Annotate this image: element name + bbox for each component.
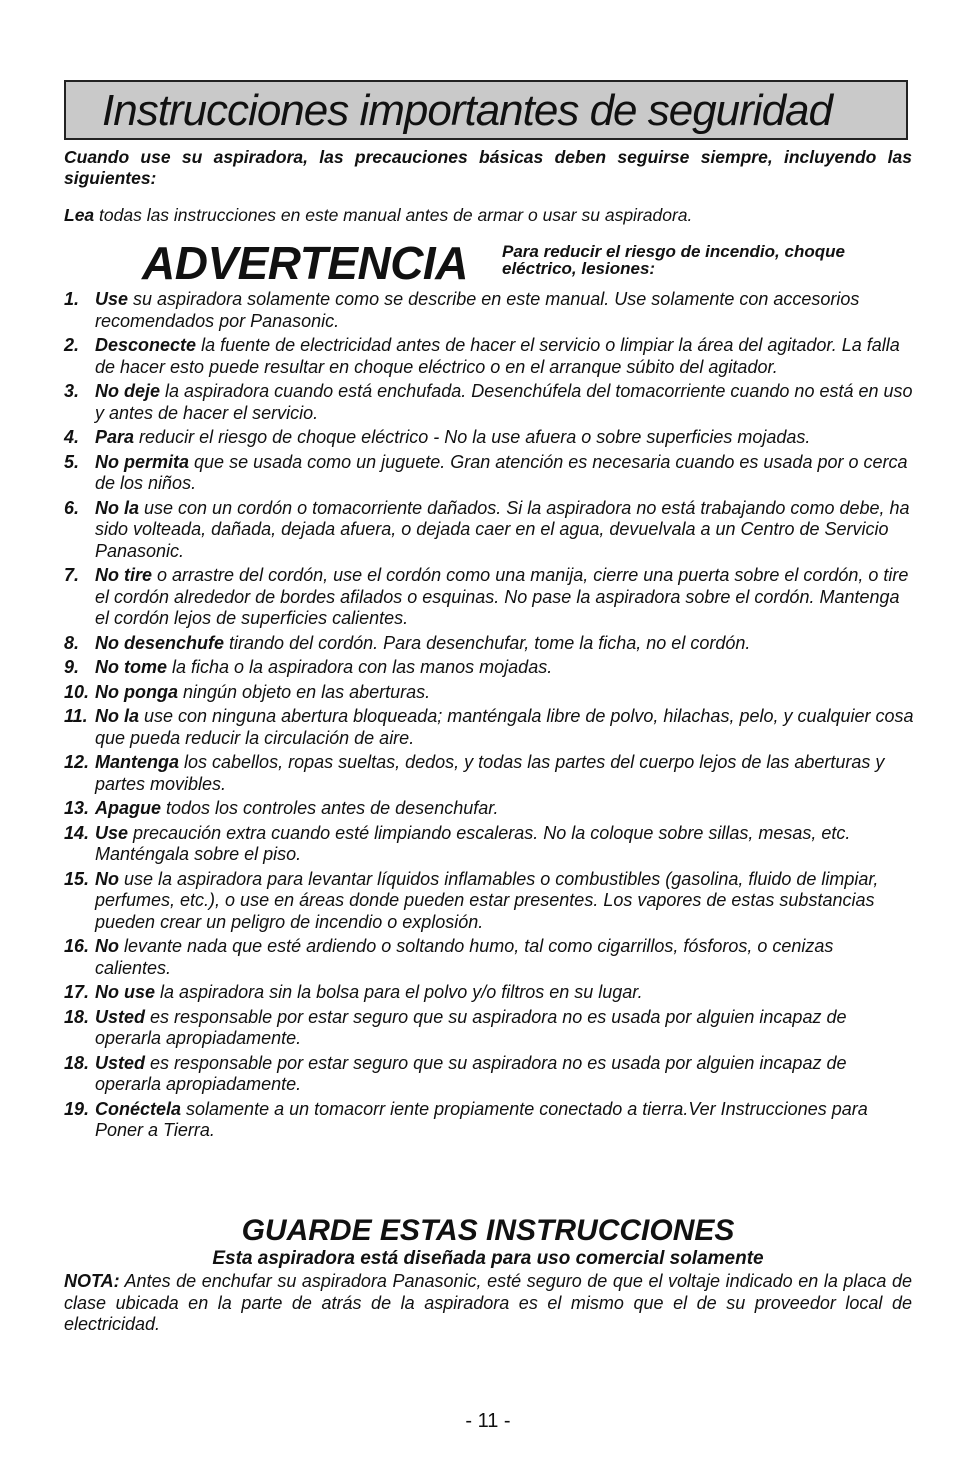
- item-number: 4.: [64, 427, 80, 447]
- item-text: su aspiradora solamente como se describe en este manual. Use solamente con accesorios recomendados por Panasonic.: [95, 289, 860, 331]
- item-text: es responsable por estar seguro que su aspiradora no es usada por alguien incapaz de operarla apropiadamente.: [95, 1052, 847, 1094]
- item-number: 2.: [64, 335, 80, 355]
- item-number: 7.: [64, 565, 80, 585]
- item-number: 11.: [64, 706, 88, 726]
- page-title: Instrucciones importantes de seguridad: [102, 86, 832, 135]
- item-number: 5.: [64, 451, 80, 472]
- item-number: 6.: [64, 497, 80, 518]
- item-text: la fuente de electricidad antes de hacer el servicio o limpiar la área del agitador. La falla de hacer esto puede resultar en choque eléctrico o en el arranque súbito del agitador.: [95, 335, 900, 377]
- commercial-use-notice: Esta aspiradora está diseñada para uso comercial solamente: [212, 1248, 764, 1269]
- safety-instructions-list: [64, 289, 914, 1145]
- item-text: los cabellos, ropas sueltas, dedos, y todas las partes del cuerpo lejos de las aberturas y partes movibles.: [95, 752, 885, 794]
- item-number: 13.: [64, 798, 90, 818]
- item-lead: No use: [95, 982, 156, 1002]
- item-number: 8.: [64, 632, 80, 653]
- list-item: [64, 1099, 914, 1142]
- item-lead: Usted: [95, 1052, 146, 1073]
- item-text: la aspiradora cuando está enchufada. Desenchúfela del tomacorriente cuando no está en uso y antes de hacer el servicio.: [95, 381, 913, 423]
- item-text: tirando del cordón. Para desenchufar, tome la ficha, no el cordón.: [224, 632, 751, 653]
- list-item: [64, 633, 914, 655]
- item-text: que se usada como un juguete. Gran atención es necesaria cuando es usada por o cerca de los niños.: [95, 451, 908, 493]
- list-item: [64, 452, 914, 495]
- note-label: NOTA:: [64, 1271, 120, 1291]
- item-text: levante nada que esté ardiendo o soltando humo, tal como cigarrillos, fósforos, o cenizas calientes.: [95, 936, 834, 978]
- list-item: [64, 682, 914, 704]
- item-text: es responsable por estar seguro que su aspiradora no es usada por alguien incapaz de operarla apropiadamente.: [95, 1006, 847, 1048]
- item-text: reducir el riesgo de choque eléctrico - No la use afuera o sobre superficies mojadas.: [134, 427, 811, 447]
- item-lead: No: [95, 868, 119, 889]
- list-item: [64, 427, 914, 449]
- list-item: [64, 706, 914, 749]
- list-item: [64, 823, 914, 866]
- item-lead: Desconecte: [95, 335, 197, 355]
- item-number: 14.: [64, 822, 90, 843]
- list-item: [64, 752, 914, 795]
- list-item: [64, 982, 914, 1004]
- item-number: 18.: [64, 1006, 90, 1027]
- list-item: [64, 289, 914, 332]
- item-number: 12.: [64, 752, 90, 772]
- list-item: [64, 798, 914, 820]
- item-lead: No permita: [95, 451, 190, 472]
- page-number: - 11 -: [465, 1410, 511, 1432]
- item-lead: Usted: [95, 1006, 146, 1027]
- save-instructions-heading: GUARDE ESTAS INSTRUCCIONES: [241, 1214, 735, 1247]
- item-lead: Conéctela: [95, 1098, 182, 1119]
- list-item: [64, 565, 914, 630]
- item-number: 10.: [64, 681, 90, 702]
- item-number: 17.: [64, 982, 90, 1002]
- item-number: 18.: [64, 1052, 90, 1073]
- item-text: use con un cordón o tomacorriente dañados. Si la aspiradora no está trabajando como debe, ha sido volteada, dañada, dejada afuera, o dejada caer en el agua, devuelvala a un Centro de Servicio Panasonic.: [95, 497, 910, 561]
- item-lead: No: [95, 936, 119, 956]
- item-text: todos los controles antes de desenchufar.: [161, 798, 499, 818]
- list-item: [64, 381, 914, 424]
- read-lead: Lea: [64, 205, 95, 225]
- list-item: [64, 498, 914, 563]
- list-item: [64, 1007, 914, 1050]
- item-number: 1.: [64, 289, 80, 309]
- list-item: [64, 869, 914, 934]
- item-text: ningún objeto en las aberturas.: [178, 681, 431, 702]
- item-lead: No ponga: [95, 681, 178, 702]
- item-number: 9.: [64, 657, 80, 677]
- note-text: Antes de enchufar su aspiradora Panasonic, esté seguro de que el voltaje indicado en la placa de clase ubicada en la parte de atrás de la aspiradora es el mismo que el de su proveedor local de electricidad.: [64, 1271, 912, 1334]
- item-text: o arrastre del cordón, use el cordón como una manija, cierre una puerta sobre el cordón, o tire el cordón alrededor de bordes afilados o esquinas. No pase la aspiradora sobre el cordón. Mantenga el cordón lejos de superficies calientes.: [95, 565, 909, 628]
- list-item: [64, 1053, 914, 1096]
- item-lead: Use: [95, 822, 129, 843]
- item-lead: No tire: [95, 565, 153, 585]
- item-lead: No la: [95, 497, 140, 518]
- intro-paragraph: Cuando use su aspiradora, las precauciones básicas deben seguirse siempre, incluyendo las siguientes:: [64, 147, 912, 188]
- note-paragraph: [64, 1271, 912, 1336]
- item-lead: Mantenga: [95, 752, 180, 772]
- item-number: 19.: [64, 1098, 90, 1119]
- item-lead: No deje: [95, 381, 161, 401]
- warning-note: Para reducir el riesgo de incendio, choque eléctrico, lesiones:: [502, 242, 845, 278]
- item-lead: No desenchufe: [95, 632, 225, 653]
- item-text: use con ninguna abertura bloqueada; manténgala libre de polvo, hilachas, pelo, y cualquier cosa que pueda reducir la circulación de aire.: [95, 706, 914, 748]
- list-item: [64, 936, 914, 979]
- item-text: la ficha o la aspiradora con las manos mojadas.: [167, 657, 553, 677]
- item-text: precaución extra cuando esté limpiando escaleras. No la coloque sobre sillas, mesas, etc. Manténgala sobre el piso.: [95, 822, 851, 864]
- item-number: 15.: [64, 868, 90, 889]
- item-lead: Use: [95, 289, 129, 309]
- item-number: 3.: [64, 381, 80, 401]
- item-text: solamente a un tomacorr iente propiamente conectado a tierra.Ver Instrucciones para Poner a Tierra.: [95, 1098, 868, 1140]
- item-number: 16.: [64, 936, 90, 956]
- list-item: [64, 657, 914, 679]
- read-instructions-line: [64, 205, 692, 226]
- list-item: [64, 335, 914, 378]
- title-banner: [64, 80, 908, 140]
- item-lead: Para: [95, 427, 135, 447]
- item-lead: No tome: [95, 657, 167, 677]
- item-lead: No la: [95, 706, 140, 726]
- warning-heading: ADVERTENCIA: [142, 237, 468, 289]
- item-text: la aspiradora sin la bolsa para el polvo y/o filtros en su lugar.: [155, 982, 643, 1002]
- item-text: use la aspiradora para levantar líquidos inflamables o combustibles (gasolina, fluido de limpiar, perfumes, etc.), o use en áreas donde pueden estar presentes. Los vapores de estas substancias pueden crear un peligro de incendio o explosión.: [95, 868, 879, 932]
- read-text: todas las instrucciones en este manual antes de armar o usar su aspiradora.: [94, 205, 693, 225]
- item-lead: Apague: [95, 798, 162, 818]
